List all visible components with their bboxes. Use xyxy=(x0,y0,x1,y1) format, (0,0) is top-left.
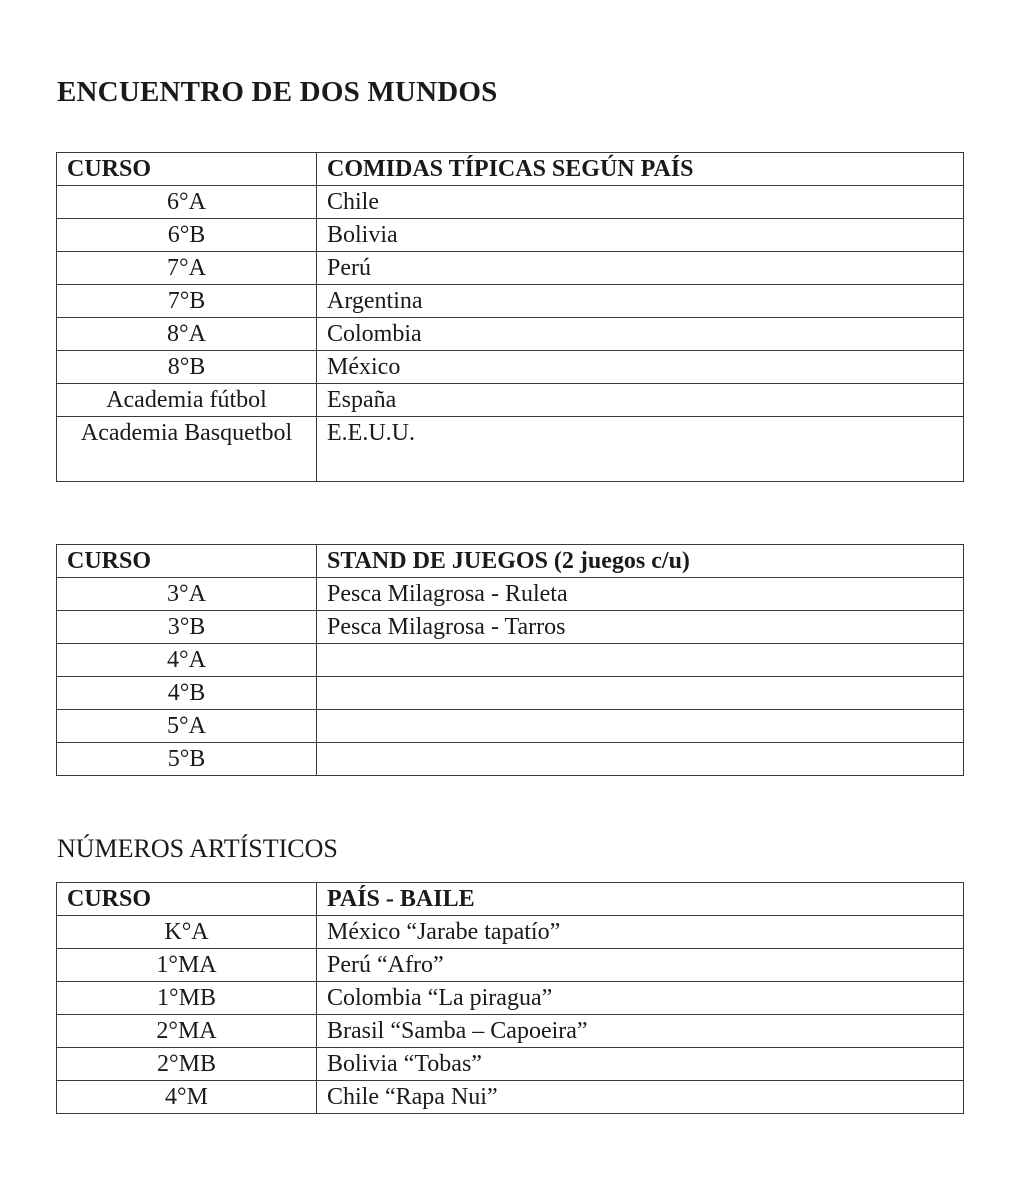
food-cell: E.E.U.U. xyxy=(317,417,964,482)
games-cell: Pesca Milagrosa - Ruleta xyxy=(317,578,964,611)
header-food: COMIDAS TÍPICAS SEGÚN PAÍS xyxy=(317,153,964,186)
table-header-row xyxy=(57,545,964,578)
course-cell: 2°MA xyxy=(57,1015,317,1048)
table-row xyxy=(57,285,964,318)
table-row xyxy=(57,351,964,384)
table-row xyxy=(57,384,964,417)
games-table xyxy=(56,544,964,776)
games-cell xyxy=(317,644,964,677)
table-row xyxy=(57,982,964,1015)
header-course: CURSO xyxy=(57,545,317,578)
course-cell: 5°B xyxy=(57,743,317,776)
course-cell: 6°A xyxy=(57,186,317,219)
table-row xyxy=(57,252,964,285)
course-cell: 3°A xyxy=(57,578,317,611)
table-row xyxy=(57,1015,964,1048)
course-cell: 4°B xyxy=(57,677,317,710)
table-row xyxy=(57,1048,964,1081)
dance-cell: Bolivia “Tobas” xyxy=(317,1048,964,1081)
header-games: STAND DE JUEGOS (2 juegos c/u) xyxy=(317,545,964,578)
table-row xyxy=(57,611,964,644)
table-row xyxy=(57,644,964,677)
dance-cell: Brasil “Samba – Capoeira” xyxy=(317,1015,964,1048)
table-row xyxy=(57,219,964,252)
dance-cell: Perú “Afro” xyxy=(317,949,964,982)
dance-cell: Colombia “La piragua” xyxy=(317,982,964,1015)
course-cell: 7°B xyxy=(57,285,317,318)
food-cell: Bolivia xyxy=(317,219,964,252)
course-cell: 3°B xyxy=(57,611,317,644)
header-course: CURSO xyxy=(57,153,317,186)
table-header-row xyxy=(57,883,964,916)
table-row xyxy=(57,1081,964,1114)
food-cell: Argentina xyxy=(317,285,964,318)
food-cell: México xyxy=(317,351,964,384)
games-cell xyxy=(317,743,964,776)
header-course: CURSO xyxy=(57,883,317,916)
course-cell: 4°M xyxy=(57,1081,317,1114)
food-cell: España xyxy=(317,384,964,417)
course-cell: 2°MB xyxy=(57,1048,317,1081)
course-cell: 4°A xyxy=(57,644,317,677)
table-row xyxy=(57,677,964,710)
table-row xyxy=(57,710,964,743)
food-table xyxy=(56,152,964,482)
course-cell: K°A xyxy=(57,916,317,949)
games-cell xyxy=(317,710,964,743)
course-cell: 8°B xyxy=(57,351,317,384)
table-row xyxy=(57,743,964,776)
course-cell: 6°B xyxy=(57,219,317,252)
table-row xyxy=(57,318,964,351)
artistic-heading: NÚMEROS ARTÍSTICOS xyxy=(57,834,338,863)
course-cell: 1°MA xyxy=(57,949,317,982)
course-cell: 1°MB xyxy=(57,982,317,1015)
table-row xyxy=(57,186,964,219)
table-header-row xyxy=(57,153,964,186)
food-cell: Colombia xyxy=(317,318,964,351)
table-row xyxy=(57,578,964,611)
course-cell: 8°A xyxy=(57,318,317,351)
food-cell: Perú xyxy=(317,252,964,285)
course-cell: Academia Basquetbol xyxy=(57,417,317,482)
header-dance: PAÍS - BAILE xyxy=(317,883,964,916)
dance-table xyxy=(56,882,964,1114)
food-cell: Chile xyxy=(317,186,964,219)
table-row xyxy=(57,916,964,949)
dance-cell: Chile “Rapa Nui” xyxy=(317,1081,964,1114)
table-row xyxy=(57,949,964,982)
table-row xyxy=(57,417,964,482)
games-cell: Pesca Milagrosa - Tarros xyxy=(317,611,964,644)
course-cell: Academia fútbol xyxy=(57,384,317,417)
page-title: ENCUENTRO DE DOS MUNDOS xyxy=(57,76,498,108)
course-cell: 7°A xyxy=(57,252,317,285)
dance-cell: México “Jarabe tapatío” xyxy=(317,916,964,949)
games-cell xyxy=(317,677,964,710)
course-cell: 5°A xyxy=(57,710,317,743)
